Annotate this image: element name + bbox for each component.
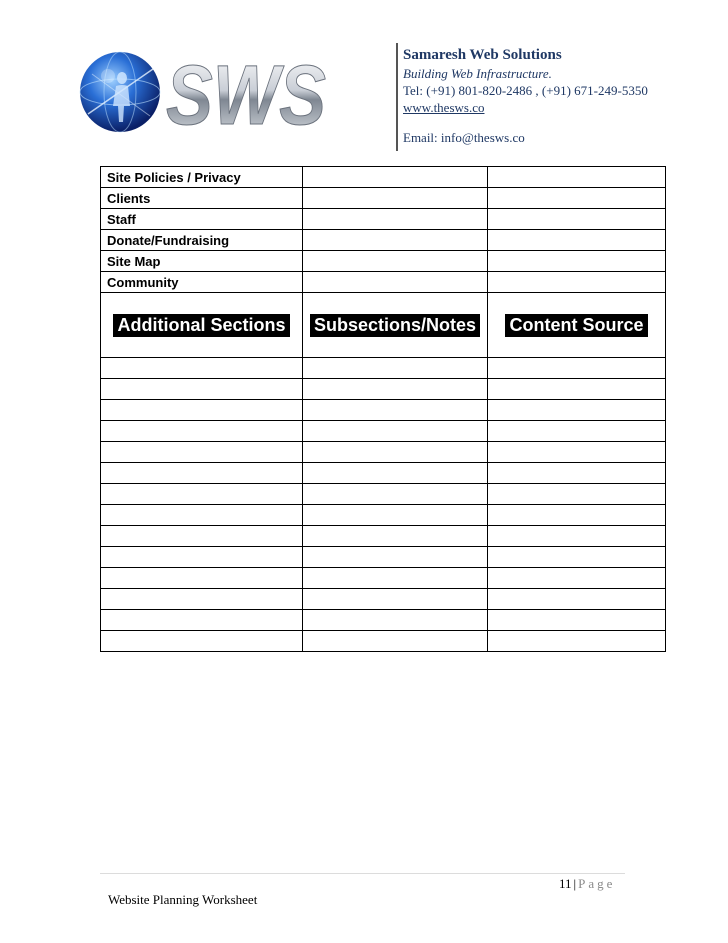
table-cell[interactable]	[303, 188, 488, 209]
table-row	[101, 272, 666, 293]
page-separator: |	[573, 876, 577, 891]
table-cell[interactable]	[101, 505, 303, 526]
sws-logo	[78, 44, 330, 140]
contact-block	[403, 46, 703, 146]
table-cell[interactable]	[303, 526, 488, 547]
table-cell[interactable]	[101, 421, 303, 442]
table-row	[101, 251, 666, 272]
table-cell[interactable]	[303, 272, 488, 293]
page-number	[559, 876, 615, 892]
table-cell[interactable]	[101, 547, 303, 568]
table-row	[101, 463, 666, 484]
table-cell[interactable]	[303, 209, 488, 230]
table-cell[interactable]	[303, 251, 488, 272]
table-cell[interactable]	[488, 568, 666, 589]
table-cell[interactable]	[303, 167, 488, 188]
table-cell[interactable]	[303, 631, 488, 652]
table-cell[interactable]	[488, 442, 666, 463]
table-cell[interactable]	[101, 631, 303, 652]
company-name: Samaresh Web Solutions	[403, 47, 562, 63]
section-label: Donate/Fundraising	[101, 230, 303, 251]
table-cell[interactable]	[303, 547, 488, 568]
table-cell[interactable]	[488, 526, 666, 547]
table-cell[interactable]	[101, 379, 303, 400]
table-row	[101, 358, 666, 379]
table-cell[interactable]	[101, 463, 303, 484]
column-header-row	[101, 293, 666, 358]
table-row	[101, 379, 666, 400]
table-row	[101, 610, 666, 631]
table-cell[interactable]	[303, 421, 488, 442]
table-cell[interactable]	[488, 547, 666, 568]
worksheet-table	[100, 166, 666, 652]
section-label: Staff	[101, 209, 303, 230]
table-cell[interactable]	[488, 188, 666, 209]
table-row	[101, 484, 666, 505]
table-cell[interactable]	[101, 400, 303, 421]
section-label: Site Map	[101, 251, 303, 272]
table-row	[101, 167, 666, 188]
section-label: Community	[101, 272, 303, 293]
table-cell[interactable]	[101, 358, 303, 379]
table-cell[interactable]	[488, 209, 666, 230]
table-cell[interactable]	[303, 589, 488, 610]
column-header	[488, 293, 666, 358]
footer-divider	[100, 873, 625, 874]
table-cell[interactable]	[303, 442, 488, 463]
table-cell[interactable]	[488, 631, 666, 652]
table-cell[interactable]	[303, 379, 488, 400]
table-cell[interactable]	[303, 358, 488, 379]
table-row	[101, 589, 666, 610]
table-cell[interactable]	[488, 463, 666, 484]
table-cell[interactable]	[303, 463, 488, 484]
table-row	[101, 547, 666, 568]
table-cell[interactable]	[101, 526, 303, 547]
table-cell[interactable]	[488, 421, 666, 442]
table-cell[interactable]	[488, 484, 666, 505]
phone-numbers: Tel: (+91) 801-820-2486 , (+91) 671-249-5350	[403, 83, 648, 98]
table-cell[interactable]	[101, 589, 303, 610]
column-header-content-source: Content Source	[505, 314, 647, 337]
table-cell[interactable]	[488, 400, 666, 421]
table-cell[interactable]	[488, 272, 666, 293]
table-cell[interactable]	[488, 251, 666, 272]
table-cell[interactable]	[488, 167, 666, 188]
table-cell[interactable]	[488, 505, 666, 526]
table-row	[101, 505, 666, 526]
column-header	[303, 293, 488, 358]
table-row	[101, 400, 666, 421]
email-address: Email: info@thesws.co	[403, 130, 525, 145]
company-tagline: Building Web Infrastructure.	[403, 66, 552, 81]
table-cell[interactable]	[303, 505, 488, 526]
table-cell[interactable]	[303, 484, 488, 505]
table-cell[interactable]	[488, 358, 666, 379]
website-link[interactable]: www.thesws.co	[403, 100, 485, 115]
section-label: Clients	[101, 188, 303, 209]
logo-text: SWS	[166, 48, 326, 142]
column-header-additional-sections: Additional Sections	[113, 314, 289, 337]
table-cell[interactable]	[303, 610, 488, 631]
table-cell[interactable]	[303, 568, 488, 589]
table-row	[101, 230, 666, 251]
table-cell[interactable]	[101, 610, 303, 631]
page-word: Page	[578, 876, 616, 891]
column-header-subsections-notes: Subsections/Notes	[310, 314, 480, 337]
table-cell[interactable]	[488, 379, 666, 400]
table-cell[interactable]	[488, 589, 666, 610]
document-title: Website Planning Worksheet	[108, 892, 258, 907]
column-header	[101, 293, 303, 358]
table-row	[101, 188, 666, 209]
table-cell[interactable]	[101, 484, 303, 505]
page-number-value: 11	[559, 876, 572, 891]
table-cell[interactable]	[101, 442, 303, 463]
table-row	[101, 631, 666, 652]
header-divider	[396, 43, 398, 151]
table-row	[101, 442, 666, 463]
table-cell[interactable]	[488, 230, 666, 251]
table-row	[101, 209, 666, 230]
table-cell[interactable]	[303, 230, 488, 251]
table-cell[interactable]	[303, 400, 488, 421]
section-label: Site Policies / Privacy	[101, 167, 303, 188]
table-row	[101, 568, 666, 589]
table-row	[101, 526, 666, 547]
table-cell[interactable]	[101, 568, 303, 589]
table-row	[101, 421, 666, 442]
table-cell[interactable]	[488, 610, 666, 631]
